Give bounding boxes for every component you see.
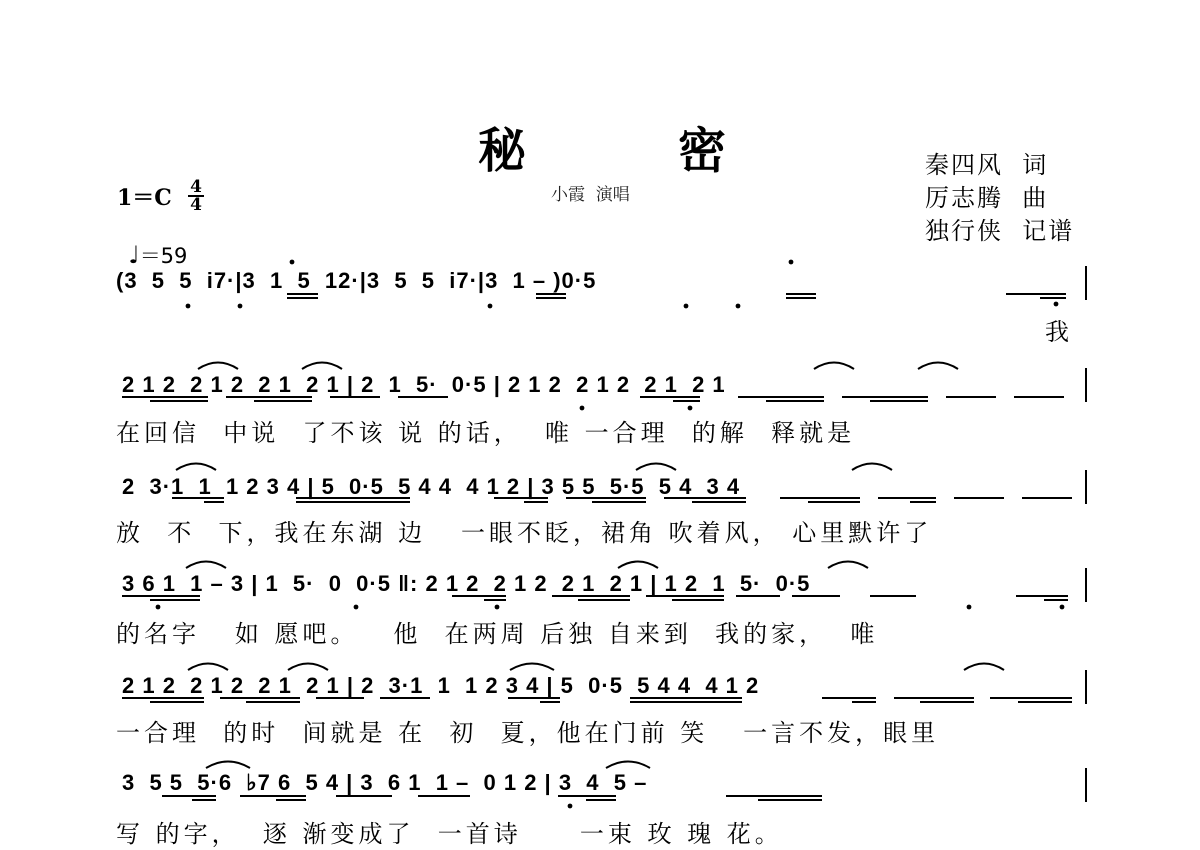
score-line-2-notes: 2 1 2 2 1 2 2 1 2 1 | 2 1 5· 0·5 | 2 1 2 2 1 2 2 1 2 1	[122, 372, 726, 397]
tie	[828, 562, 868, 569]
tie	[510, 664, 554, 671]
tie	[176, 464, 216, 471]
octave-dot	[495, 605, 500, 610]
singer-credit: 小霞 演唱	[551, 185, 630, 205]
octave-dot	[688, 406, 693, 411]
tie	[288, 664, 328, 671]
score-line-5-lyrics: 一合理 的时 间就是 在 初 夏，他在门前 笑 一言不发，眼里	[116, 719, 940, 747]
song-title: 秘 密	[478, 123, 729, 179]
tie	[186, 562, 226, 569]
score-line-3-notes: 2 3·1 1 1 2 3 4 | 5 0·5 5 4 4 4 1 2 | 3 5 5 5·5 5 4 3 4	[122, 474, 741, 499]
quarter-note-icon: ♩	[128, 241, 140, 269]
transcriber-credit: 独行侠 记谱	[925, 217, 1075, 245]
octave-dot	[684, 304, 689, 309]
score-line-6-notes: 3 5 5 5·6 ♭7 6 5 4 | 3 6 1 1 – 0 1 2 | 3 4 5 –	[122, 770, 648, 795]
octave-dot	[568, 804, 573, 809]
score-line-4-lyrics: 的名字 如 愿吧。 他 在两周 后独 自来到 我的家， 唯	[116, 620, 879, 648]
tie	[302, 363, 342, 370]
tie	[206, 762, 250, 769]
lyricist-credit: 秦四风 词	[925, 151, 1049, 179]
score-line-4-notes: 3 6 1 1 – 3 | 1 5· 0 0·5 ‖: 2 1 2 2 1 2 2 1 2 1 | 1 2 1 5· 0·5	[122, 571, 811, 596]
tie	[852, 464, 892, 471]
score-line-3-lyrics: 放 不 下，我在东湖 边 一眼不眨，裙角 吹着风， 心里默许了	[116, 519, 933, 547]
tie	[814, 363, 854, 370]
score-line-2-lyrics: 在回信 中说 了不该 说 的话， 唯 一合理 的解 释就是	[116, 419, 856, 447]
score-line-1-notes: (3 5 5 i7·|3 1 5 12·|3 5 5 i7·|3 1 – )0·5	[116, 268, 597, 293]
octave-dot	[488, 304, 493, 309]
time-signature-denominator: 4	[190, 195, 202, 215]
time-signature-numerator: 4	[188, 179, 204, 197]
tempo-value: ＝59	[139, 244, 188, 268]
key-signature: 1＝C	[117, 185, 172, 211]
composer-credit: 厉志腾 曲	[925, 184, 1049, 212]
octave-dot	[186, 304, 191, 309]
octave-dot	[580, 406, 585, 411]
tie	[618, 562, 658, 569]
octave-dot	[736, 304, 741, 309]
octave-dot	[789, 260, 794, 265]
score-line-1-lyrics: 我	[1045, 318, 1069, 346]
tie	[606, 762, 650, 769]
tie	[918, 363, 958, 370]
tie	[188, 664, 228, 671]
tie	[636, 464, 676, 471]
octave-dot	[354, 605, 359, 610]
octave-dot	[156, 605, 161, 610]
octave-dot	[290, 260, 295, 265]
score-line-5-notes: 2 1 2 2 1 2 2 1 2 1 | 2 3·1 1 1 2 3 4 | 5 0·5 5 4 4 4 1 2	[122, 673, 760, 698]
tie	[198, 363, 238, 370]
octave-dot	[1060, 605, 1065, 610]
octave-dot	[967, 605, 972, 610]
octave-dot	[238, 304, 243, 309]
score-line-6-lyrics: 写 的字， 逐 渐变成了 一首诗 一束 玫 瑰 花。	[116, 820, 783, 848]
octave-dot	[1054, 302, 1059, 307]
tie	[964, 664, 1004, 671]
